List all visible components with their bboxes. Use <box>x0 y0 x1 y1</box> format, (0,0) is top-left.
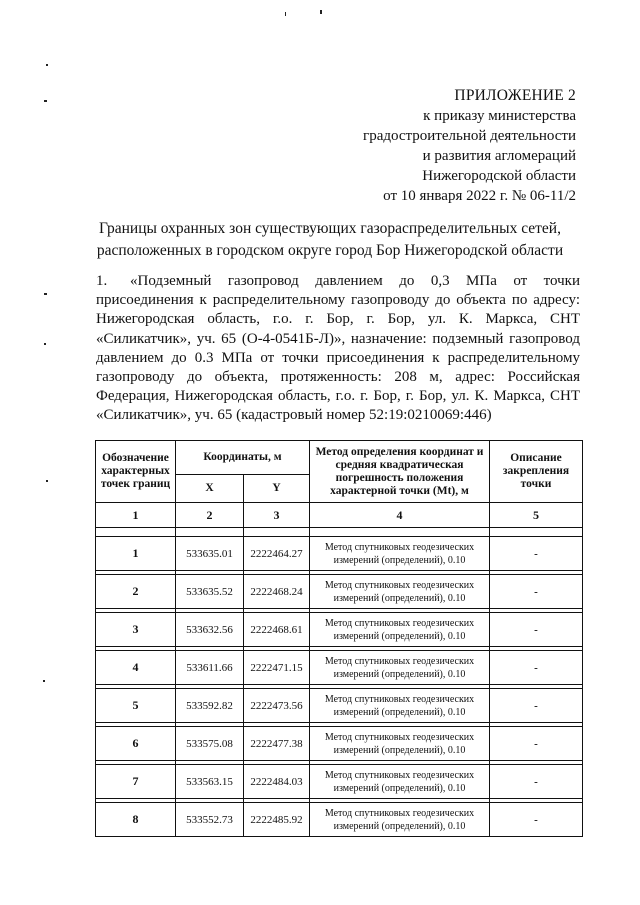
x-cell: 533552.73 <box>176 803 244 837</box>
table-row <box>96 651 583 685</box>
method-cell: Метод спутниковых геодезических измерений (определений), 0.10 <box>310 689 490 723</box>
scan-speck <box>46 64 48 66</box>
x-cell: 533635.52 <box>176 575 244 609</box>
point-cell: 4 <box>96 651 176 685</box>
table-row <box>96 537 583 571</box>
y-cell: 2222484.03 <box>244 765 310 799</box>
method-cell: Метод спутниковых геодезических измерений (определений), 0.10 <box>310 727 490 761</box>
method-cell: Метод спутниковых геодезических измерений (определений), 0.10 <box>310 613 490 647</box>
item-paragraph <box>96 272 580 426</box>
method-cell: Метод спутниковых геодезических измерений (определений), 0.10 <box>310 575 490 609</box>
item-text: «Подземный газопровод давлением до 0,3 МПа от точки присоединения к распределительному газопроводу до объекта по адресу: Нижегородская область, г.о. г. Бор, г. Бор, ул. К. Маркса, СНТ «Силикатчик», уч. 65 (О-4-0541Б-Л)», назначение: подземный газопровод давлением до 0.3 МПа от точки присоединения к распределительному газопроводу до объекта, протяженность: 208 м, адрес: Российская Федерация, Нижегородская область, г.о. г. Бор, г. Бор, ул. К. Маркса, СНТ «Силикатчик», уч. 65 (кадастровый номер 52:19:0210069:446) <box>96 273 580 424</box>
method-cell: Метод спутниковых геодезических измерений (определений), 0.10 <box>310 537 490 571</box>
point-cell: 8 <box>96 803 176 837</box>
index-cell: 5 <box>490 503 583 528</box>
annex-line: к приказу министерства <box>423 108 576 124</box>
description-cell: - <box>490 689 583 723</box>
method-cell: Метод спутниковых геодезических измерений (определений), 0.10 <box>310 651 490 685</box>
header-point: Обозначение характерных точек границ <box>96 441 176 503</box>
x-cell: 533592.82 <box>176 689 244 723</box>
description-cell: - <box>490 537 583 571</box>
x-cell: 533563.15 <box>176 765 244 799</box>
y-cell: 2222464.27 <box>244 537 310 571</box>
table-row <box>96 689 583 723</box>
y-cell: 2222468.61 <box>244 613 310 647</box>
y-cell: 2222473.56 <box>244 689 310 723</box>
x-cell: 533575.08 <box>176 727 244 761</box>
point-cell: 6 <box>96 727 176 761</box>
title-line-1: Границы охранных зон существующих газораспределительных сетей, <box>99 220 561 237</box>
header-x: X <box>176 475 244 503</box>
point-cell: 1 <box>96 537 176 571</box>
description-cell: - <box>490 575 583 609</box>
index-cell: 1 <box>96 503 176 528</box>
header-y: Y <box>244 475 310 503</box>
x-cell: 533611.66 <box>176 651 244 685</box>
x-cell: 533635.01 <box>176 537 244 571</box>
description-cell: - <box>490 803 583 837</box>
table-row <box>96 613 583 647</box>
header-method: Метод определения координат и средняя квадратическая погрешность положения характерной точки (Mt), м <box>310 441 490 503</box>
index-cell: 4 <box>310 503 490 528</box>
scan-speck <box>44 343 46 345</box>
y-cell: 2222468.24 <box>244 575 310 609</box>
title-line-2: расположенных в городском округе город Бор Нижегородской области <box>96 242 564 259</box>
table-row <box>96 575 583 609</box>
annex-heading: ПРИЛОЖЕНИЕ 2 <box>454 87 576 104</box>
description-cell: - <box>490 727 583 761</box>
description-cell: - <box>490 765 583 799</box>
y-cell: 2222477.38 <box>244 727 310 761</box>
annex-line: и развития агломераций <box>422 148 576 164</box>
point-cell: 2 <box>96 575 176 609</box>
method-cell: Метод спутниковых геодезических измерений (определений), 0.10 <box>310 765 490 799</box>
method-cell: Метод спутниковых геодезических измерений (определений), 0.10 <box>310 803 490 837</box>
y-cell: 2222485.92 <box>244 803 310 837</box>
annex-line: от 10 января 2022 г. № 06-11/2 <box>383 188 576 204</box>
document-title <box>70 218 590 262</box>
scan-speck <box>320 10 322 14</box>
point-cell: 3 <box>96 613 176 647</box>
annex-line: градостроительной деятельности <box>363 128 576 144</box>
y-cell: 2222471.15 <box>244 651 310 685</box>
header-description: Описание закрепления точки <box>490 441 583 503</box>
scan-speck <box>44 293 47 295</box>
table-body <box>96 537 583 837</box>
point-cell: 5 <box>96 689 176 723</box>
header-coords: Координаты, м <box>176 441 310 475</box>
index-cell: 2 <box>176 503 244 528</box>
annex-line: Нижегородской области <box>422 168 576 184</box>
x-cell: 533632.56 <box>176 613 244 647</box>
index-cell: 3 <box>244 503 310 528</box>
table-row <box>96 765 583 799</box>
scan-speck <box>46 480 48 482</box>
table-row <box>96 727 583 761</box>
coordinates-table <box>95 440 583 837</box>
annex-block <box>363 86 576 206</box>
description-cell: - <box>490 613 583 647</box>
table-row <box>96 803 583 837</box>
scan-speck <box>43 680 45 682</box>
scan-speck <box>285 12 286 16</box>
description-cell: - <box>490 651 583 685</box>
point-cell: 7 <box>96 765 176 799</box>
scan-speck <box>44 100 47 102</box>
item-number: 1. <box>96 273 108 289</box>
